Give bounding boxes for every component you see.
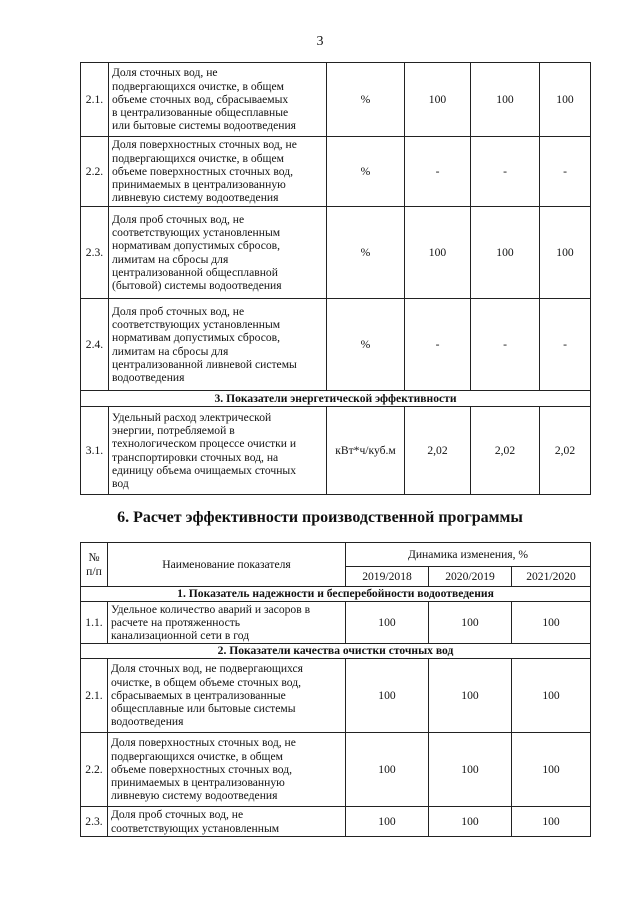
section-row [81, 644, 591, 659]
indicator-name [108, 733, 346, 807]
value-cell: 100 [429, 807, 512, 837]
indicator-name-line: Доля сточных вод, не подвергающихся [111, 662, 303, 676]
indicator-name-line: энергии, потребляемой в [112, 423, 235, 437]
indicator-name-line: объеме поверхностных сточных вод, [112, 164, 293, 178]
indicator-name [109, 137, 327, 207]
unit-cell: кВт*ч/куб.м [327, 407, 405, 495]
value-cell: 100 [540, 207, 591, 299]
indicator-name-line: нормативам допустимых сбросов, [112, 239, 281, 253]
indicator-name-line: водоотведения [111, 715, 184, 729]
indicator-name-line: вод [112, 477, 129, 491]
page-number: 3 [316, 34, 324, 49]
indicator-name-line: Доля проб сточных вод, не [111, 808, 244, 822]
table-row [81, 807, 591, 837]
indicator-name-line: подвергающихся очистке, в общем [111, 749, 283, 763]
efficiency-table [80, 542, 591, 837]
indicator-name-line: водоотведения [112, 371, 185, 385]
indicator-name-line: Доля поверхностных сточных вод, не [112, 138, 297, 152]
indicator-name-line: объеме поверхностных сточных вод, [111, 762, 292, 776]
unit-cell: % [327, 137, 405, 207]
row-number: 2.3. [81, 807, 108, 837]
table-row [81, 137, 591, 207]
indicator-name-line: соответствующих установленным [112, 225, 281, 239]
indicators-table [80, 62, 591, 495]
value-cell: 2,02 [405, 407, 471, 495]
efficiency-table-body [81, 587, 591, 837]
row-number: 2.4. [81, 299, 109, 391]
indicator-name-line: канализационной сети в год [111, 629, 250, 643]
table-row [81, 602, 591, 644]
indicator-name [108, 659, 346, 733]
indicator-name-line: Удельное количество аварий и засоров в [111, 602, 311, 616]
header-num-line: № [88, 551, 100, 565]
indicator-name-line: централизованной общесплавной [112, 265, 278, 279]
value-cell: - [471, 137, 540, 207]
indicator-name-line: принимаемых в централизованную [111, 776, 285, 790]
indicator-name-line: лимитам на сбросы для [112, 252, 229, 266]
value-cell: 100 [346, 602, 429, 644]
indicator-name-line: подвергающихся очистке, в общем [112, 151, 284, 165]
indicator-name-line: Удельный расход электрической [112, 410, 272, 424]
indicator-name-line: нормативам допустимых сбросов, [112, 331, 281, 345]
indicator-name-line: лимитам на сбросы для [112, 344, 229, 358]
indicator-name-line: или бытовые системы водоотведения [112, 119, 296, 133]
indicator-name [109, 63, 327, 137]
value-cell: 2,02 [540, 407, 591, 495]
value-cell: 100 [346, 659, 429, 733]
row-number: 2.2. [81, 137, 109, 207]
table-row [81, 299, 591, 391]
value-cell: 100 [471, 63, 540, 137]
table-row [81, 63, 591, 137]
value-cell: 100 [405, 63, 471, 137]
value-cell: 100 [346, 807, 429, 837]
unit-cell: % [327, 299, 405, 391]
header-name: Наименование показателя [108, 543, 346, 587]
row-number: 2.2. [81, 733, 108, 807]
indicator-name-line: Доля проб сточных вод, не [112, 304, 245, 318]
value-cell: - [540, 299, 591, 391]
section-title: 3. Показатели энергетической эффективности [81, 391, 591, 407]
header-num [81, 543, 108, 587]
indicator-name-line: (бытовой) системы водоотведения [112, 279, 282, 293]
row-number: 2.1. [81, 659, 108, 733]
table-row [81, 407, 591, 495]
value-cell: 100 [346, 733, 429, 807]
indicator-name [109, 207, 327, 299]
indicator-name-line: общесплавные или бытовые системы [111, 702, 296, 716]
indicator-name [109, 407, 327, 495]
indicator-name-line: подвергающихся очистке, в общем [112, 79, 284, 93]
value-cell: - [471, 299, 540, 391]
indicator-name-line: централизованной ливневой системы [112, 357, 297, 371]
section-heading: 6. Расчет эффективности производственной программы [117, 509, 523, 526]
header-year: 2020/2019 [429, 567, 512, 587]
table-row [81, 733, 591, 807]
row-number: 3.1. [81, 407, 109, 495]
indicator-name-line: соответствующих установленным [111, 821, 280, 835]
indicator-name-line: объеме сточных вод, сбрасываемых [112, 92, 289, 106]
indicator-name-line: Доля проб сточных вод, не [112, 212, 245, 226]
section-row [81, 391, 591, 407]
row-number: 1.1. [81, 602, 108, 644]
header-year: 2019/2018 [346, 567, 429, 587]
header-dynamics: Динамика изменения, % [346, 543, 591, 567]
value-cell: 100 [512, 733, 591, 807]
indicator-name [108, 807, 346, 837]
value-cell: 100 [429, 733, 512, 807]
value-cell: 100 [405, 207, 471, 299]
header-num-line: п/п [86, 564, 102, 578]
value-cell: 100 [512, 807, 591, 837]
row-number: 2.3. [81, 207, 109, 299]
indicator-name-line: принимаемых в централизованную [112, 178, 286, 192]
value-cell: - [405, 137, 471, 207]
indicators-table-body [81, 63, 591, 495]
table-row [81, 207, 591, 299]
section-title: 1. Показатель надежности и бесперебойности водоотведения [81, 587, 591, 602]
header-year: 2021/2020 [512, 567, 591, 587]
value-cell: 100 [512, 602, 591, 644]
indicator-name-line: в централизованные общесплавные [112, 106, 289, 120]
section-row [81, 587, 591, 602]
indicator-name-line: ливневую систему водоотведения [111, 789, 278, 803]
indicator-name-line: соответствующих установленным [112, 317, 281, 331]
value-cell: - [405, 299, 471, 391]
unit-cell: % [327, 207, 405, 299]
unit-cell: % [327, 63, 405, 137]
value-cell: 100 [512, 659, 591, 733]
indicator-name-line: Доля сточных вод, не [112, 66, 218, 80]
indicator-name-line: очистке, в общем объеме сточных вод, [111, 675, 302, 689]
section-title: 2. Показатели качества очистки сточных вод [81, 644, 591, 659]
indicator-name-line: ливневую систему водоотведения [112, 191, 279, 205]
row-number: 2.1. [81, 63, 109, 137]
value-cell: 100 [429, 659, 512, 733]
value-cell: 100 [540, 63, 591, 137]
value-cell: 100 [429, 602, 512, 644]
value-cell: 2,02 [471, 407, 540, 495]
indicator-name-line: единицу объема очищаемых сточных [112, 463, 297, 477]
indicator-name-line: транспортировки сточных вод, на [112, 450, 279, 464]
indicator-name-line: сбрасываемых в централизованные [111, 688, 286, 702]
indicator-name-line: расчете на протяженность [111, 615, 241, 629]
indicator-name-line: Доля поверхностных сточных вод, не [111, 736, 296, 750]
indicator-name [109, 299, 327, 391]
indicator-name [108, 602, 346, 644]
value-cell: 100 [471, 207, 540, 299]
table-row [81, 659, 591, 733]
value-cell: - [540, 137, 591, 207]
indicator-name-line: технологическом процессе очистки и [112, 437, 297, 451]
